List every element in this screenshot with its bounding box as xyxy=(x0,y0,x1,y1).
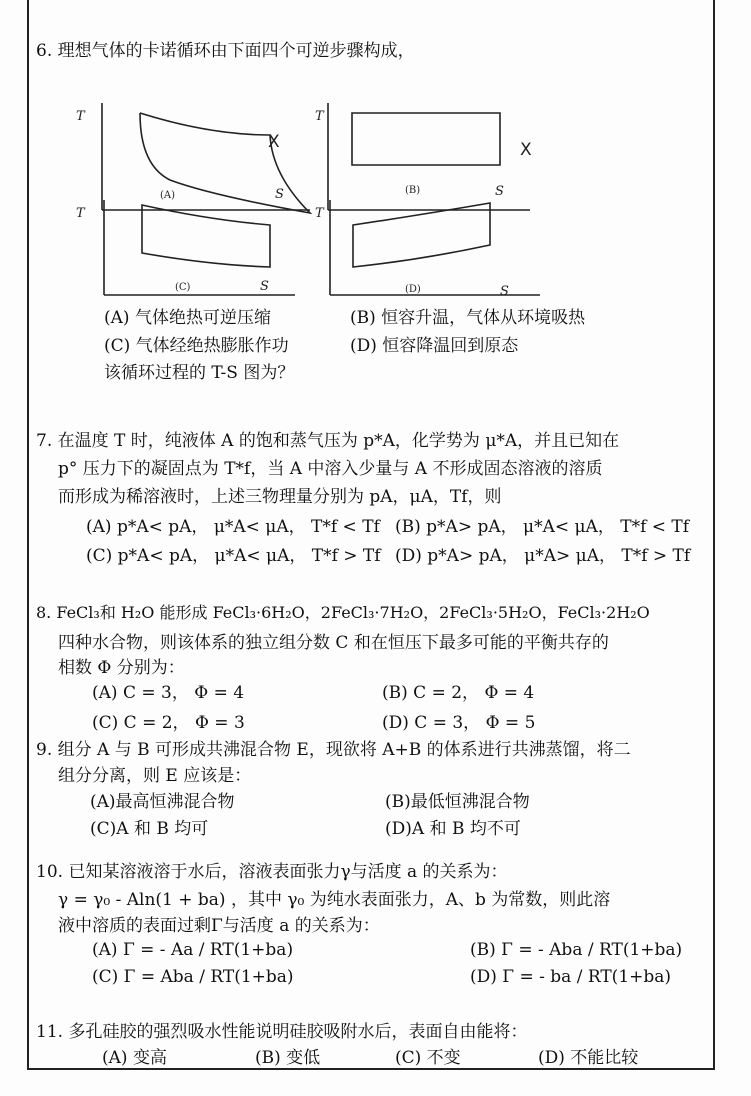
q6-question: 该循环过程的 T-S 图为？ xyxy=(104,363,295,383)
graph-c-x-label: S xyxy=(260,279,269,294)
graph-c-y-label: T xyxy=(76,206,85,221)
q10-option-a: (A) Γ = - Aa / RT(1+ba) xyxy=(92,940,294,960)
graph-c-label: (C) xyxy=(175,282,191,293)
wrong-mark-b: X xyxy=(520,140,532,160)
q7-line2: p° 压力下的凝固点为 T*f，当 A 中溶入少量与 A 不形成固态溶液的溶质 xyxy=(58,459,603,479)
q9-option-b: (B)最低恒沸混合物 xyxy=(385,792,530,812)
graph-b-cycle xyxy=(352,113,500,165)
q6-option-d: (D) 恒容降温回到原态 xyxy=(350,336,519,356)
wrong-mark-a: X xyxy=(268,132,280,152)
q10-line3: 液中溶质的表面过剩Γ与活度 a 的关系为： xyxy=(58,916,380,936)
q7-option-d: (D) p*A> pA， μ*A> μA， T*f > Tf xyxy=(395,546,691,566)
q11-line1: 11. 多孔硅胶的强烈吸水性能说明硅胶吸附水后，表面自由能将： xyxy=(36,1022,528,1042)
graph-a-y-label: T xyxy=(76,109,85,124)
q6-option-c: (C) 气体经绝热膨胀作功 xyxy=(104,336,289,356)
q11-option-c: (C) 不变 xyxy=(395,1048,461,1068)
graph-d xyxy=(330,200,540,295)
graph-d-cycle xyxy=(353,203,490,267)
q6-graphs xyxy=(60,95,540,300)
q10-line1: 10. 已知某溶液溶于水后，溶液表面张力γ与活度 a 的关系为： xyxy=(36,862,508,882)
q7-line3: 而形成为稀溶液时，上述三物理量分别为 pA，μA，Tf，则 xyxy=(58,487,502,507)
graph-d-x-label: S xyxy=(500,284,509,299)
q8-line3: 相数 Φ 分别为： xyxy=(58,658,185,678)
q9-option-a: (A)最高恒沸混合物 xyxy=(90,792,235,812)
q11-option-d: (D) 不能比较 xyxy=(538,1048,639,1068)
q8-line2: 四种水合物，则该体系的独立组分数 C 和在恒压下最多可能的平衡共存的 xyxy=(58,633,609,653)
q9-line2: 组分分离，则 E 应该是： xyxy=(58,766,252,786)
q10-option-b: (B) Γ = - Aba / RT(1+ba) xyxy=(470,940,683,960)
q7-option-b: (B) p*A> pA， μ*A< μA， T*f < Tf xyxy=(395,517,690,537)
q6-option-b: (B) 恒容升温，气体从环境吸热 xyxy=(350,308,586,328)
q11-option-a: (A) 变高 xyxy=(102,1048,167,1068)
q10-line2: γ = γ₀ - Aln(1 + ba) ，其中 γ₀ 为纯水表面张力，A、b 为常数，则此溶 xyxy=(58,890,611,910)
graph-a-x-label: S xyxy=(275,187,284,202)
graph-a-label: (A) xyxy=(160,190,176,201)
graph-d-axes xyxy=(330,200,540,295)
q8-option-c: (C) C = 2， Φ = 3 xyxy=(92,713,245,733)
q7-line1: 7. 在温度 T 时，纯液体 A 的饱和蒸气压为 p*A，化学势为 μ*A，并且已知在 xyxy=(36,431,620,451)
q7-option-a: (A) p*A< pA， μ*A< μA， T*f < Tf xyxy=(86,517,380,537)
graph-b-y-label: T xyxy=(315,109,324,124)
q9-line1: 9. 组分 A 与 B 可形成共沸混合物 E，现欲将 A+B 的体系进行共沸蒸馏，将二 xyxy=(36,740,631,760)
q7-option-c: (C) p*A< pA， μ*A< μA， T*f > Tf xyxy=(86,546,381,566)
graph-d-label: (D) xyxy=(405,284,421,295)
q10-option-d: (D) Γ = - ba / RT(1+ba) xyxy=(470,967,672,987)
graph-d-y-label: T xyxy=(315,206,324,221)
q9-option-c: (C)A 和 B 均可 xyxy=(90,819,209,839)
q8-option-b: (B) C = 2， Φ = 4 xyxy=(382,683,535,703)
q6-option-a: (A) 气体绝热可逆压缩 xyxy=(104,308,271,328)
graph-b-label: (B) xyxy=(405,185,421,196)
graph-c-cycle xyxy=(142,205,270,267)
q9-option-d: (D)A 和 B 均不可 xyxy=(385,819,521,839)
q10-option-c: (C) Γ = Aba / RT(1+ba) xyxy=(92,967,294,987)
q8-option-d: (D) C = 3， Φ = 5 xyxy=(382,713,536,733)
q11-option-b: (B) 变低 xyxy=(255,1048,321,1068)
q8-option-a: (A) C = 3， Φ = 4 xyxy=(92,683,245,703)
graph-b-x-label: S xyxy=(495,184,504,199)
q8-line1: 8. FeCl₃和 H₂O 能形成 FeCl₃·6H₂O，2FeCl₃·7H₂O，2FeCl₃·5H₂O，FeCl₃·2H₂O xyxy=(36,603,650,622)
q6-title: 6. 理想气体的卡诺循环由下面四个可逆步骤构成， xyxy=(36,41,415,61)
